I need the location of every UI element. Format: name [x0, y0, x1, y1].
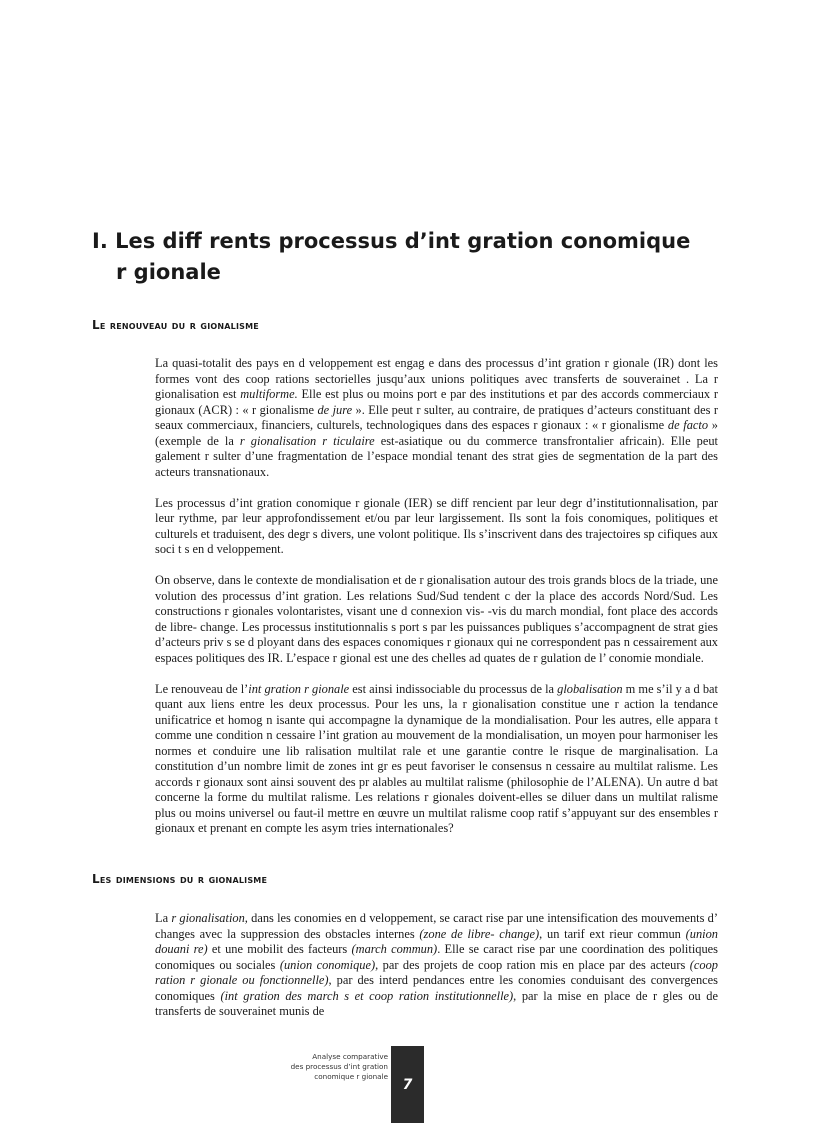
section-body-renouveau	[155, 356, 718, 837]
section-heading-dimensions: Les dimensions du r gionalisme	[92, 872, 268, 886]
section-heading-renouveau: Le renouveau du r gionalisme	[92, 318, 259, 332]
body-paragraph: La r gionalisation, dans les conomies en d veloppement, se caract rise par une intensification des mouvements d’ changes avec la suppression des obstacles internes (zone de libre- change), un tarif ext rieur commun (union douani re) et une mobilit des facteurs (march commun). Elle se caract rise par une coordination des politiques conomiques ou sociales (union conomique), par des projets de coop ration mis en place par des acteurs (coop ration r gionale ou fonctionnelle), par des interd pendances entre les conomies conduisant des convergences conomiques (int gration des march s et coop ration institutionnelle), par la mise en place de r gles ou de transferts de souverainet munis de	[155, 911, 718, 1018]
body-paragraph: La quasi-totalit des pays en d veloppement est engag e dans des processus d’int gration r gionale (IR) dont les formes vont des coop rations sectorielles jusqu’aux unions politiques avec transferts de souverainet . La r gionalisation est multiforme. Elle est plus ou moins port e par des institutions et par des accords commerciaux r gionaux (ACR) : « r gionalisme de jure ». Elle peut r sulter, au contraire, de pratiques d’acteurs constituant des r seaux commerciaux, financiers, culturels, technologiques dans des espaces r gionaux : « r gionalisme de facto » (exemple de la r gionalisation r ticulaire est-asiatique ou du commerce transfrontalier africain). Elle peut galement r sulter d’une fragmentation de l’espace mondial tenant des strat gies de segmentation de la part des acteurs transnationaux.	[155, 356, 718, 479]
footer-caption-line: des processus d’int gration	[290, 1062, 388, 1071]
body-paragraph: Les processus d’int gration conomique r gionale (IER) se diff rencient par leur degr d’institutionnalisation, par leur rythme, par leur approfondissement et/ou par leur largissement. Ils sont la fois conomiques, politiques et culturels et traduisent, des degr s divers, une volont politique. Ils s’inscrivent dans des trajectoires sp cifiques aux soci t s en d veloppement.	[155, 495, 718, 556]
body-paragraph: Le renouveau de l’int gration r gionale est ainsi indissociable du processus de la globalisation m me s’il y a d bat quant aux liens entre les deux processus. Pour les uns, la r gionalisation constitue une r action la tendance unificatrice et homog n isante qui accompagne la dynamique de la mondialisation. Pour les autres, elle appara t comme une condition n cessaire l’int gration au mouvement de la mondialisation, un moyen pour harmoniser les normes et conduire une lib ralisation multilat rale et une garantie contre le risque de marginalisation. La constitution d’un nombre limit de zones int gr es peut favoriser le consensus n cessaire au multilat ralisme. Les accords r gionaux sont ainsi souvent des pr alables au multilat ralisme (philosophie de l’ALENA). Un autre d bat concerne la forme du multilat ralisme. Les relations r gionales doivent-elles se diluer dans un multilat ralisme plus ou moins universel ou faut-il mettre en œuvre un multilat ralisme coop ratif s’appuyant sur des ensembles r gionaux et prenant en compte les asym tries internationales?	[155, 681, 718, 835]
section-body-dimensions	[155, 911, 718, 1023]
body-paragraph: On observe, dans le contexte de mondialisation et de r gionalisation autour des trois grands blocs de la triade, une volution des processus d’int gration. Les relations Sud/Sud tendent c der la place des accords Nord/Sud. Les constructions r gionales volontaristes, visant une d connexion vis- -vis du march mondial, font place des accords de libre- change. Les processus institutionnalis s port s par les puissances publiques s’accompagnent de strat gies d’acteurs priv s se d ployant dans des espaces conomiques r gionaux qui ne correspondent pas n cessairement aux espaces politiques des IR. L’espace r gional est une des chelles ad quates de r gulation de l’ conomie mondiale.	[155, 573, 718, 665]
chapter-title-line-1: I. Les diff rents processus d’int gration conomique	[92, 229, 691, 253]
chapter-title	[92, 226, 742, 288]
chapter-title-line-2: r gionale	[116, 260, 221, 284]
page-number: 7	[391, 1046, 424, 1123]
footer-caption-line: conomique r gionale	[314, 1072, 388, 1081]
running-footer-caption	[270, 1052, 388, 1082]
footer-caption-line: Analyse comparative	[312, 1052, 388, 1061]
